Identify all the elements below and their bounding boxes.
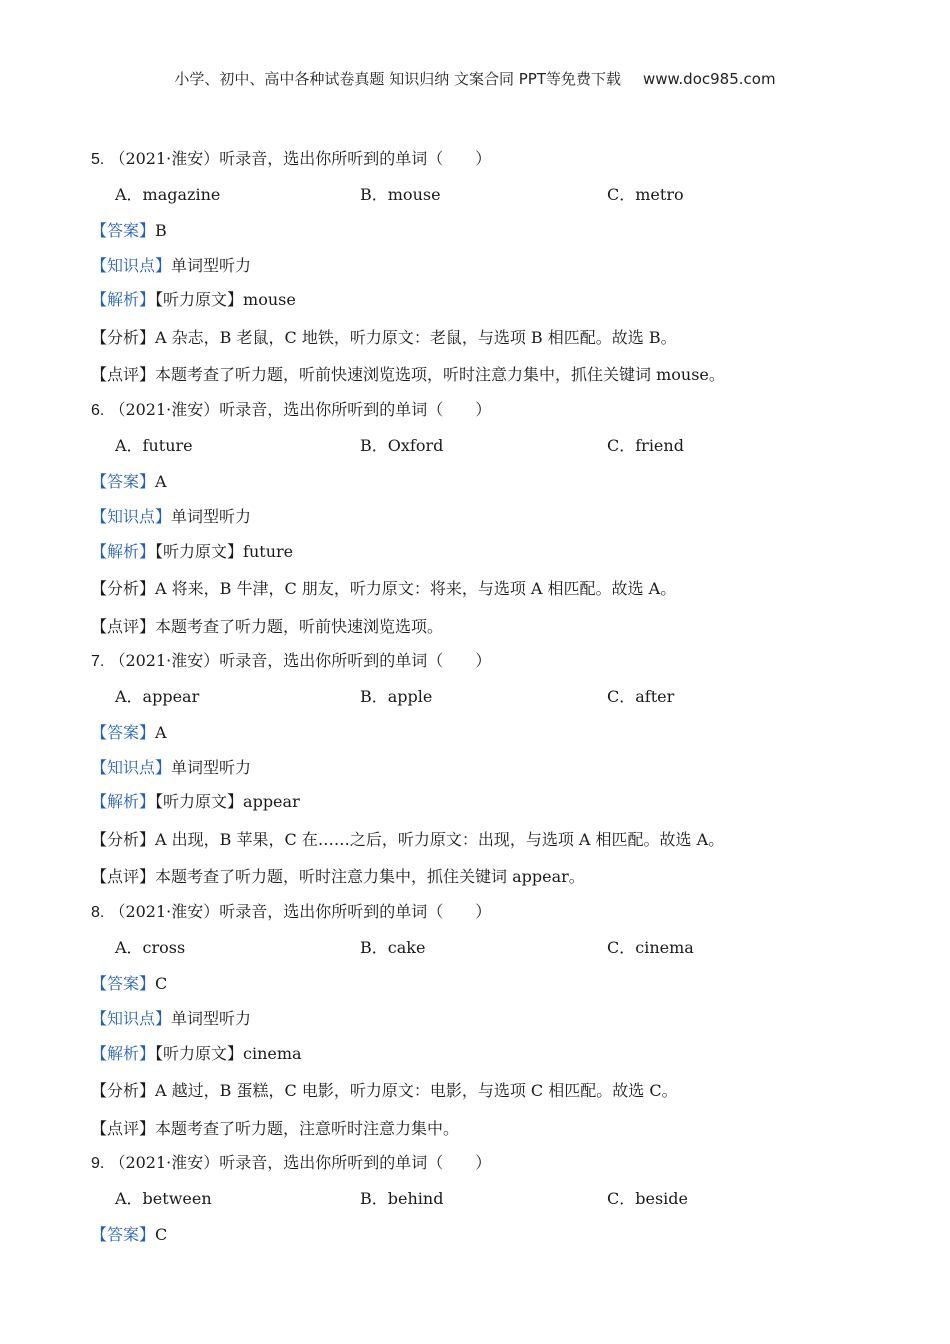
header-text: 小学、初中、高中各种试卷真题 知识归纳 文案合同 PPT等免费下载 [174,70,621,88]
option-a: A．appear [115,687,200,706]
analysis-line: 【解析】【听力原文】appear [91,792,300,811]
comment-line: 【点评】本题考查了听力题，听前快速浏览选项。 [91,617,444,636]
option-a: A．magazine [115,185,221,204]
fenxi-line: 【分析】A 将来，B 牛津，C 朋友，听力原文：将来，与选项 A 相匹配。故选 A。 [91,579,677,598]
option-b: B．behind [360,1189,444,1208]
question-stem: 6. （2021·淮安）听录音，选出你所听到的单词（ ） [91,400,492,419]
answer-line: 【答案】C [91,1225,168,1244]
option-c: C．beside [607,1189,688,1208]
answer-line: 【答案】A [91,472,167,491]
question-stem: 9. （2021·淮安）听录音，选出你所听到的单词（ ） [91,1153,492,1172]
option-b: B．cake [360,938,426,957]
option-a: A．future [115,436,193,455]
knowledge-line: 【知识点】单词型听力 [91,256,252,275]
comment-line: 【点评】本题考查了听力题，听时注意力集中，抓住关键词 appear。 [91,867,585,886]
answer-line: 【答案】B [91,221,167,240]
option-c: C．cinema [607,938,694,957]
comment-line: 【点评】本题考查了听力题，听前快速浏览选项，听时注意力集中，抓住关键词 mouse。 [91,365,725,384]
option-a: A．cross [115,938,186,957]
page-header [0,68,950,89]
header-site: www.doc985.com [642,70,776,88]
analysis-line: 【解析】【听力原文】cinema [91,1044,302,1063]
knowledge-line: 【知识点】单词型听力 [91,507,252,526]
fenxi-line: 【分析】A 出现，B 苹果，C 在……之后，听力原文：出现，与选项 A 相匹配。故选 A。 [91,830,725,849]
comment-line: 【点评】本题考查了听力题，注意听时注意力集中。 [91,1119,460,1138]
question-stem: 7. （2021·淮安）听录音，选出你所听到的单词（ ） [91,651,492,670]
answer-line: 【答案】C [91,974,168,993]
analysis-line: 【解析】【听力原文】future [91,542,294,561]
option-a: A．between [115,1189,212,1208]
option-b: B．Oxford [360,436,444,455]
analysis-line: 【解析】【听力原文】mouse [91,290,296,309]
option-c: C．friend [607,436,684,455]
option-b: B．mouse [360,185,441,204]
question-stem: 5. （2021·淮安）听录音，选出你所听到的单词（ ） [91,149,492,168]
fenxi-line: 【分析】A 越过，B 蛋糕，C 电影，听力原文：电影，与选项 C 相匹配。故选 C。 [91,1081,678,1100]
knowledge-line: 【知识点】单词型听力 [91,1009,252,1028]
option-c: C．metro [607,185,684,204]
question-stem: 8. （2021·淮安）听录音，选出你所听到的单词（ ） [91,902,492,921]
option-c: C．after [607,687,675,706]
answer-line: 【答案】A [91,723,167,742]
option-b: B．apple [360,687,433,706]
knowledge-line: 【知识点】单词型听力 [91,758,252,777]
fenxi-line: 【分析】A 杂志，B 老鼠，C 地铁，听力原文：老鼠，与选项 B 相匹配。故选 B。 [91,328,677,347]
